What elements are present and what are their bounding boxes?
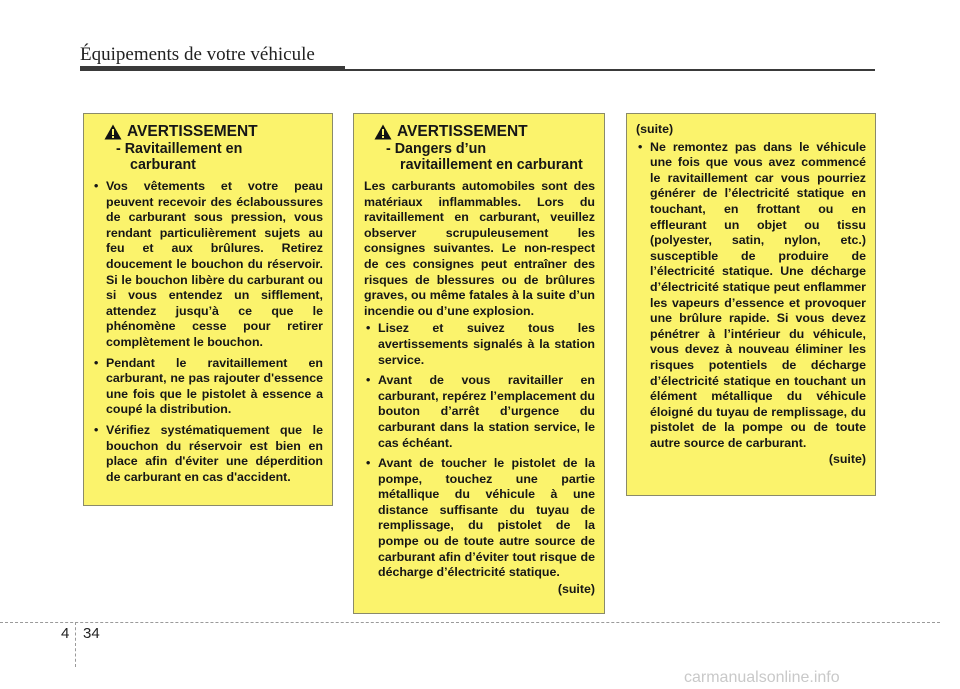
header-rule-thin: [345, 69, 875, 71]
subtitle-line-2: carburant: [130, 157, 196, 173]
bullet-list: [104, 179, 323, 485]
subtitle-line-1: - Ravitaillement en: [116, 141, 243, 157]
footer-divider: [75, 622, 76, 667]
warning-subtitle: [378, 141, 595, 173]
warning-header: [104, 123, 323, 141]
chapter-number: 4: [61, 625, 70, 642]
watermark: carmanualsonline.info: [684, 669, 840, 686]
page-header-title: Équipements de votre véhicule: [80, 44, 315, 65]
continued-label: (suite): [828, 452, 866, 467]
intro-paragraph: Les carburants automobiles sont des matériaux inflammables. Lors du ravitaillement en carburant, veuillez observer scrupuleusement les consignes suivantes. Le non-respect de ces consignes peut entraîner des risques de blessures ou de brûlures graves, ou même fatales à la suite d’un incendie ou d’une explosion.: [364, 179, 595, 318]
warning-box-refueling-dangers: [353, 113, 605, 614]
continued-label-top: (suite): [636, 122, 674, 136]
warning-subtitle: [108, 141, 323, 173]
list-item: • Vérifiez systématiquement que le bouchon du réservoir est bien en place afin d'éviter une déperdition de carburant en cas d'accident.: [92, 423, 323, 485]
header-rule-thick: [80, 66, 345, 71]
list-item: • Vos vêtements et votre peau peuvent recevoir des éclaboussures de carburant sous pression, vous rendant particulièrement sujets au feu et aux brûlures. Retirez doucement le bouchon du réservoir. Si le bouchon libère du carburant ou si vous entendez un sifflement, attendez jusqu’à ce que le phénomène cesse pour retirer complètement le bouchon.: [92, 179, 323, 351]
warning-title: AVERTISSEMENT: [127, 123, 258, 140]
warning-triangle-icon: [104, 124, 122, 140]
bullet-list: [364, 321, 595, 581]
list-item: • Ne remontez pas dans le véhicule une fois que vous avez commencé le ravitaillement car vous pourriez générer de l’électricité statique en touchant, en frottant ou en effleurant un objet ou tissu (polyester, satin, nylon, etc.) susceptible de produire de l’électricité statique. Une décharge d’électricité statique peut enflammer les vapeurs d’essence et provoquer une brûlure rapide. Si vous devez pénétrer à l’intérieur du véhicule, vous devez à nouveau éliminer les risques potentiels de décharge d’électricité statique en touchant un élément métallique du véhicule éloigné du tuyau de remplissage, du pistolet de la pompe ou de toute autre source de carburant.: [636, 140, 866, 452]
warning-box-refueling: [83, 113, 333, 506]
warning-header: [364, 123, 595, 141]
footer-rule: [0, 622, 940, 623]
warning-title: AVERTISSEMENT: [397, 123, 528, 140]
page-number: 34: [83, 625, 100, 642]
subtitle-line-1: - Dangers d’un: [386, 141, 487, 157]
list-item: • Pendant le ravitaillement en carburant, ne pas rajouter d'essence une fois que le pistolet à essence a coupé la distribution.: [92, 356, 323, 418]
continued-label: (suite): [557, 581, 595, 596]
bullet-list: [636, 140, 866, 452]
warning-box-continued: [626, 113, 876, 496]
list-item: • Avant de toucher le pistolet de la pompe, touchez une partie métallique du véhicule à une distance suffisante du tuyau de remplissage, du pistolet de la pompe ou de toute autre source de carburant afin d’éviter tout risque de décharge d’électricité statique.: [364, 456, 595, 581]
subtitle-line-2: ravitaillement en carburant: [400, 157, 583, 173]
list-item: • Avant de vous ravitailler en carburant, repérez l’emplacement du bouton d’arrêt d’urgence du carburant dans la station service, le cas échéant.: [364, 373, 595, 451]
warning-triangle-icon: [374, 124, 392, 140]
list-item: • Lisez et suivez tous les avertissements signalés à la station service.: [364, 321, 595, 368]
